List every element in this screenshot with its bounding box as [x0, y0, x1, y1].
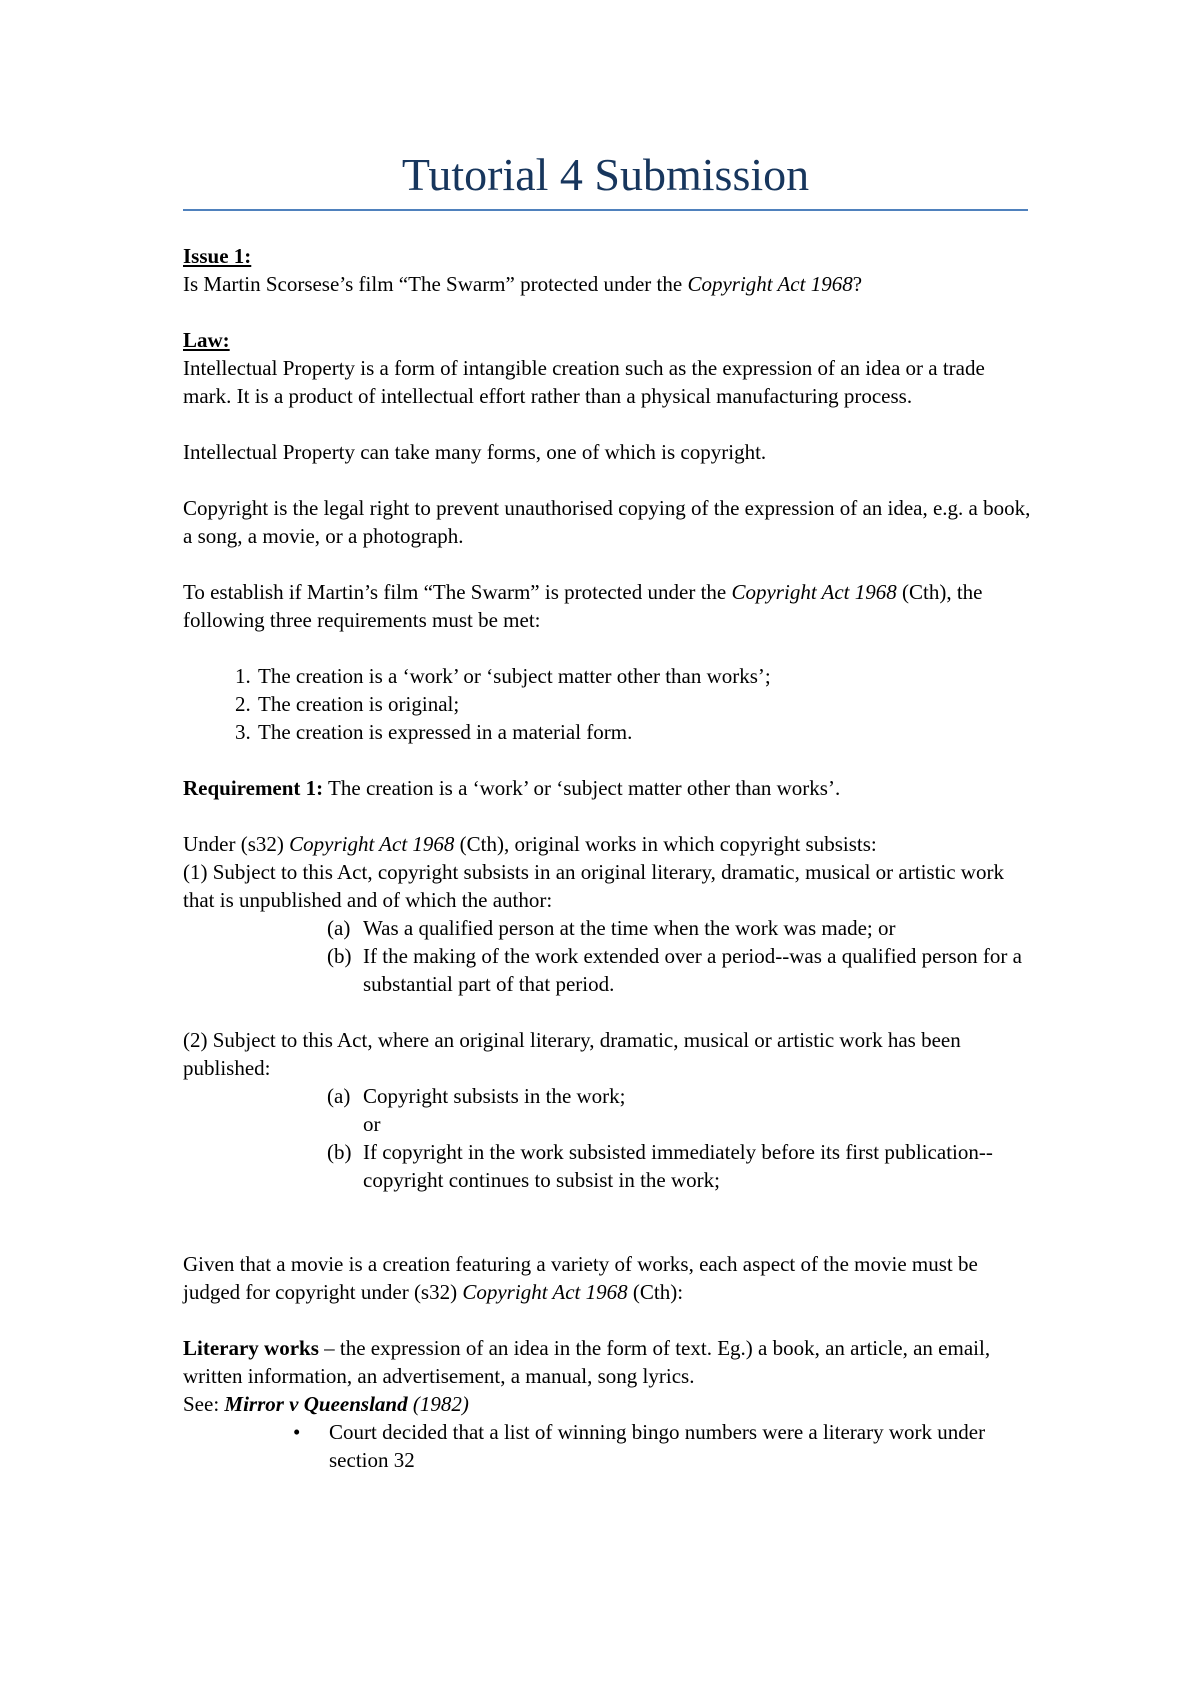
s32-subsection-1: (1) Subject to this Act, copyright subsists in an original literary, dramatic, musical or artistic work that is unpublished and of which the author: [183, 860, 1004, 912]
law-paragraph-3: Copyright is the legal right to prevent unauthorised copying of the expression of an idea, e.g. a book, a song, a movie, or a photograph. [183, 496, 1031, 548]
law-paragraph-4: To establish if Martin’s film “The Swarm” is protected under the Copyright Act 1968 (Cth), the following three requirements must be met: [183, 580, 983, 632]
title-underline [183, 209, 1028, 211]
s32-subsection-2-items [327, 1082, 1033, 1194]
issue-question: Is Martin Scorsese’s film “The Swarm” protected under the Copyright Act 1968? [183, 272, 863, 296]
s32-intro: Under (s32) Copyright Act 1968 (Cth), original works in which copyright subsists: [183, 832, 877, 856]
law-paragraph-2: Intellectual Property can take many forms, one of which is copyright. [183, 440, 767, 464]
bullet-icon: • [293, 1420, 301, 1444]
list-item: (a) Copyright subsists in the work; [327, 1084, 626, 1108]
law-paragraph-1: Intellectual Property is a form of intangible creation such as the expression of an idea or a trade mark. It is a product of intellectual effort rather than a physical manufacturing process. [183, 356, 985, 408]
list-item: (a) Was a qualified person at the time when the work was made; or [327, 916, 896, 940]
document-body [183, 242, 1033, 1474]
list-item: (b) If copyright in the work subsisted immediately before its first publication--copyright continues to subsist in the work; [327, 1140, 993, 1192]
requirement-1: Requirement 1: The creation is a ‘work’ or ‘subject matter other than works’. [183, 776, 841, 800]
s32-subsection-1-items [327, 914, 1033, 998]
s32-subsection-2: (2) Subject to this Act, where an original literary, dramatic, musical or artistic work has been published: [183, 1028, 961, 1080]
list-item: 1. The creation is a ‘work’ or ‘subject matter other than works’; [256, 662, 1033, 690]
requirements-list [183, 662, 1033, 746]
case-name: Mirror v Queensland [224, 1392, 408, 1416]
given-paragraph: Given that a movie is a creation featuring a variety of works, each aspect of the movie must be judged for copyright under (s32) Copyright Act 1968 (Cth): [183, 1252, 978, 1304]
law-heading: Law: [183, 328, 230, 352]
case-reference: See: Mirror v Queensland (1982) [183, 1392, 469, 1416]
document-title: Tutorial 4 Submission [401, 149, 810, 200]
list-item: • Court decided that a list of winning bingo numbers were a literary work under section 32 [293, 1420, 986, 1472]
list-item: (b) If the making of the work extended over a period--was a qualified person for a substantial part of that period. [327, 944, 1022, 996]
list-item: 2. The creation is original; [256, 690, 1033, 718]
literary-works: Literary works – the expression of an idea in the form of text. Eg.) a book, an article, an email, written information, an advertisement, a manual, song lyrics. [183, 1336, 991, 1388]
issue-heading: Issue 1: [183, 244, 252, 268]
list-item: 3. The creation is expressed in a material form. [256, 718, 1033, 746]
list-item: or [363, 1112, 381, 1136]
